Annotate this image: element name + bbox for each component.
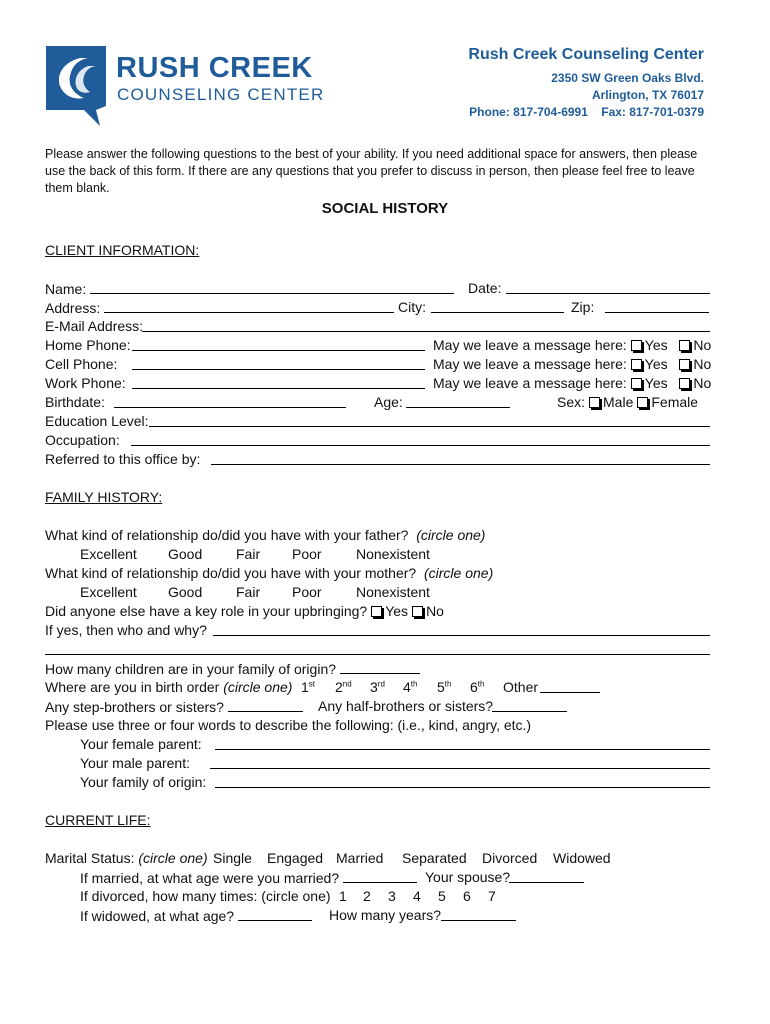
zip-field[interactable] xyxy=(605,299,709,313)
referred-field[interactable] xyxy=(211,451,710,465)
home-no-checkbox[interactable] xyxy=(679,340,690,351)
siblings-row: Any step-brothers or sisters? Any half-brothers or sisters? xyxy=(45,698,715,717)
home-phone-field[interactable] xyxy=(132,337,425,351)
center-name: Rush Creek Counseling Center xyxy=(468,46,704,63)
key-role-no-checkbox[interactable] xyxy=(412,606,423,617)
female-parent-row: Your female parent: xyxy=(45,736,750,755)
name-row: Name: Date: xyxy=(45,280,715,299)
who-why-field[interactable] xyxy=(213,622,710,636)
who-why-row: If yes, then who and why? xyxy=(45,622,715,641)
occupation-row: Occupation: xyxy=(45,432,715,451)
referred-row: Referred to this office by: xyxy=(45,451,715,470)
work-yes-checkbox[interactable] xyxy=(631,378,642,389)
birth-order-row: Where are you in birth order (circle one) 1st 2nd 3rd 4th 5th 6th Other xyxy=(45,679,715,698)
male-parent-field[interactable] xyxy=(210,755,710,769)
center-phone: Phone: 817-704-6991 xyxy=(469,105,588,119)
birthdate-field[interactable] xyxy=(114,394,346,408)
who-why-extra-row xyxy=(45,641,715,660)
city-field[interactable] xyxy=(431,299,564,313)
logo-subtitle: COUNSELING CENTER xyxy=(117,85,325,104)
family-origin-field[interactable] xyxy=(215,774,710,788)
male-parent-row: Your male parent: xyxy=(45,755,750,774)
center-phone-fax xyxy=(469,105,704,119)
children-row: How many children are in your family of origin? xyxy=(45,660,715,679)
widowed-years-field[interactable] xyxy=(441,907,516,921)
marital-status-row: Marital Status: (circle one) Single Engaged Married Separated Divorced Widowed xyxy=(45,850,611,866)
describe-instructions: Please use three or four words to describe the following: (i.e., kind, angry, etc.) xyxy=(45,717,532,733)
family-history-heading: FAMILY HISTORY: xyxy=(45,489,163,505)
education-field[interactable] xyxy=(149,413,710,427)
email-field[interactable] xyxy=(142,318,710,332)
half-siblings-field[interactable] xyxy=(492,698,567,712)
home-phone-row: Home Phone: May we leave a message here: Yes No xyxy=(45,337,712,353)
work-no-checkbox[interactable] xyxy=(679,378,690,389)
key-role-yes-checkbox[interactable] xyxy=(371,606,382,617)
birth-order-other-field[interactable] xyxy=(540,679,600,693)
male-checkbox[interactable] xyxy=(589,397,600,408)
cell-yes-checkbox[interactable] xyxy=(631,359,642,370)
family-origin-row: Your family of origin: xyxy=(45,774,750,793)
logo-title: RUSH CREEK xyxy=(116,52,313,84)
cell-no-checkbox[interactable] xyxy=(679,359,690,370)
home-yes-checkbox[interactable] xyxy=(631,340,642,351)
step-siblings-field[interactable] xyxy=(228,698,303,712)
birthdate-row: Birthdate: Age: Sex: Male Female xyxy=(45,394,699,410)
married-age-field[interactable] xyxy=(343,869,417,883)
widowed-row: If widowed, at what age? How many years? xyxy=(45,907,750,926)
address-row: Address: City: Zip: xyxy=(45,299,715,318)
cell-phone-field[interactable] xyxy=(132,356,425,370)
spouse-field[interactable] xyxy=(509,869,584,883)
female-parent-field[interactable] xyxy=(215,736,710,750)
age-field[interactable] xyxy=(406,394,510,408)
name-field[interactable] xyxy=(90,280,454,294)
current-life-heading: CURRENT LIFE: xyxy=(45,812,151,828)
center-address2: Arlington, TX 76017 xyxy=(591,88,704,102)
page-title: SOCIAL HISTORY xyxy=(321,200,449,217)
cell-phone-row: Cell Phone: May we leave a message here: Yes No xyxy=(45,356,712,372)
client-info-heading: CLIENT INFORMATION: xyxy=(45,242,200,258)
email-row: E-Mail Address: xyxy=(45,318,715,337)
widowed-age-field[interactable] xyxy=(238,907,312,921)
father-options: Excellent Good Fair Poor Nonexistent xyxy=(80,546,430,562)
date-field[interactable] xyxy=(506,280,710,294)
father-question: What kind of relationship do/did you have with your father? (circle one) xyxy=(45,527,486,543)
center-address1: 2350 SW Green Oaks Blvd. xyxy=(551,71,704,85)
married-row: If married, at what age were you married? Your spouse? xyxy=(45,869,750,888)
mother-question: What kind of relationship do/did you have with your mother? (circle one) xyxy=(45,565,494,581)
address-field[interactable] xyxy=(104,299,394,313)
center-fax: Fax: 817-701-0379 xyxy=(601,105,704,119)
education-row: Education Level: xyxy=(45,413,715,432)
female-checkbox[interactable] xyxy=(637,397,648,408)
mother-options: Excellent Good Fair Poor Nonexistent xyxy=(80,584,430,600)
occupation-field[interactable] xyxy=(131,432,710,446)
divorced-row: If divorced, how many times: (circle one) 1 2 3 4 5 6 7 xyxy=(80,888,496,904)
key-role-row: Did anyone else have a key role in your upbringing? Yes No xyxy=(45,603,444,619)
work-phone-field[interactable] xyxy=(132,375,425,389)
work-phone-row: Work Phone: May we leave a message here: Yes No xyxy=(45,375,712,391)
who-why-extra-field[interactable] xyxy=(45,641,710,655)
children-field[interactable] xyxy=(340,660,420,674)
intro-text: Please answer the following questions to the best of your ability. If you need additional space for answers, then please use the back of this form. If there are any questions that you prefer to discuss in person, then please feel free to leave them blank. xyxy=(45,147,698,195)
